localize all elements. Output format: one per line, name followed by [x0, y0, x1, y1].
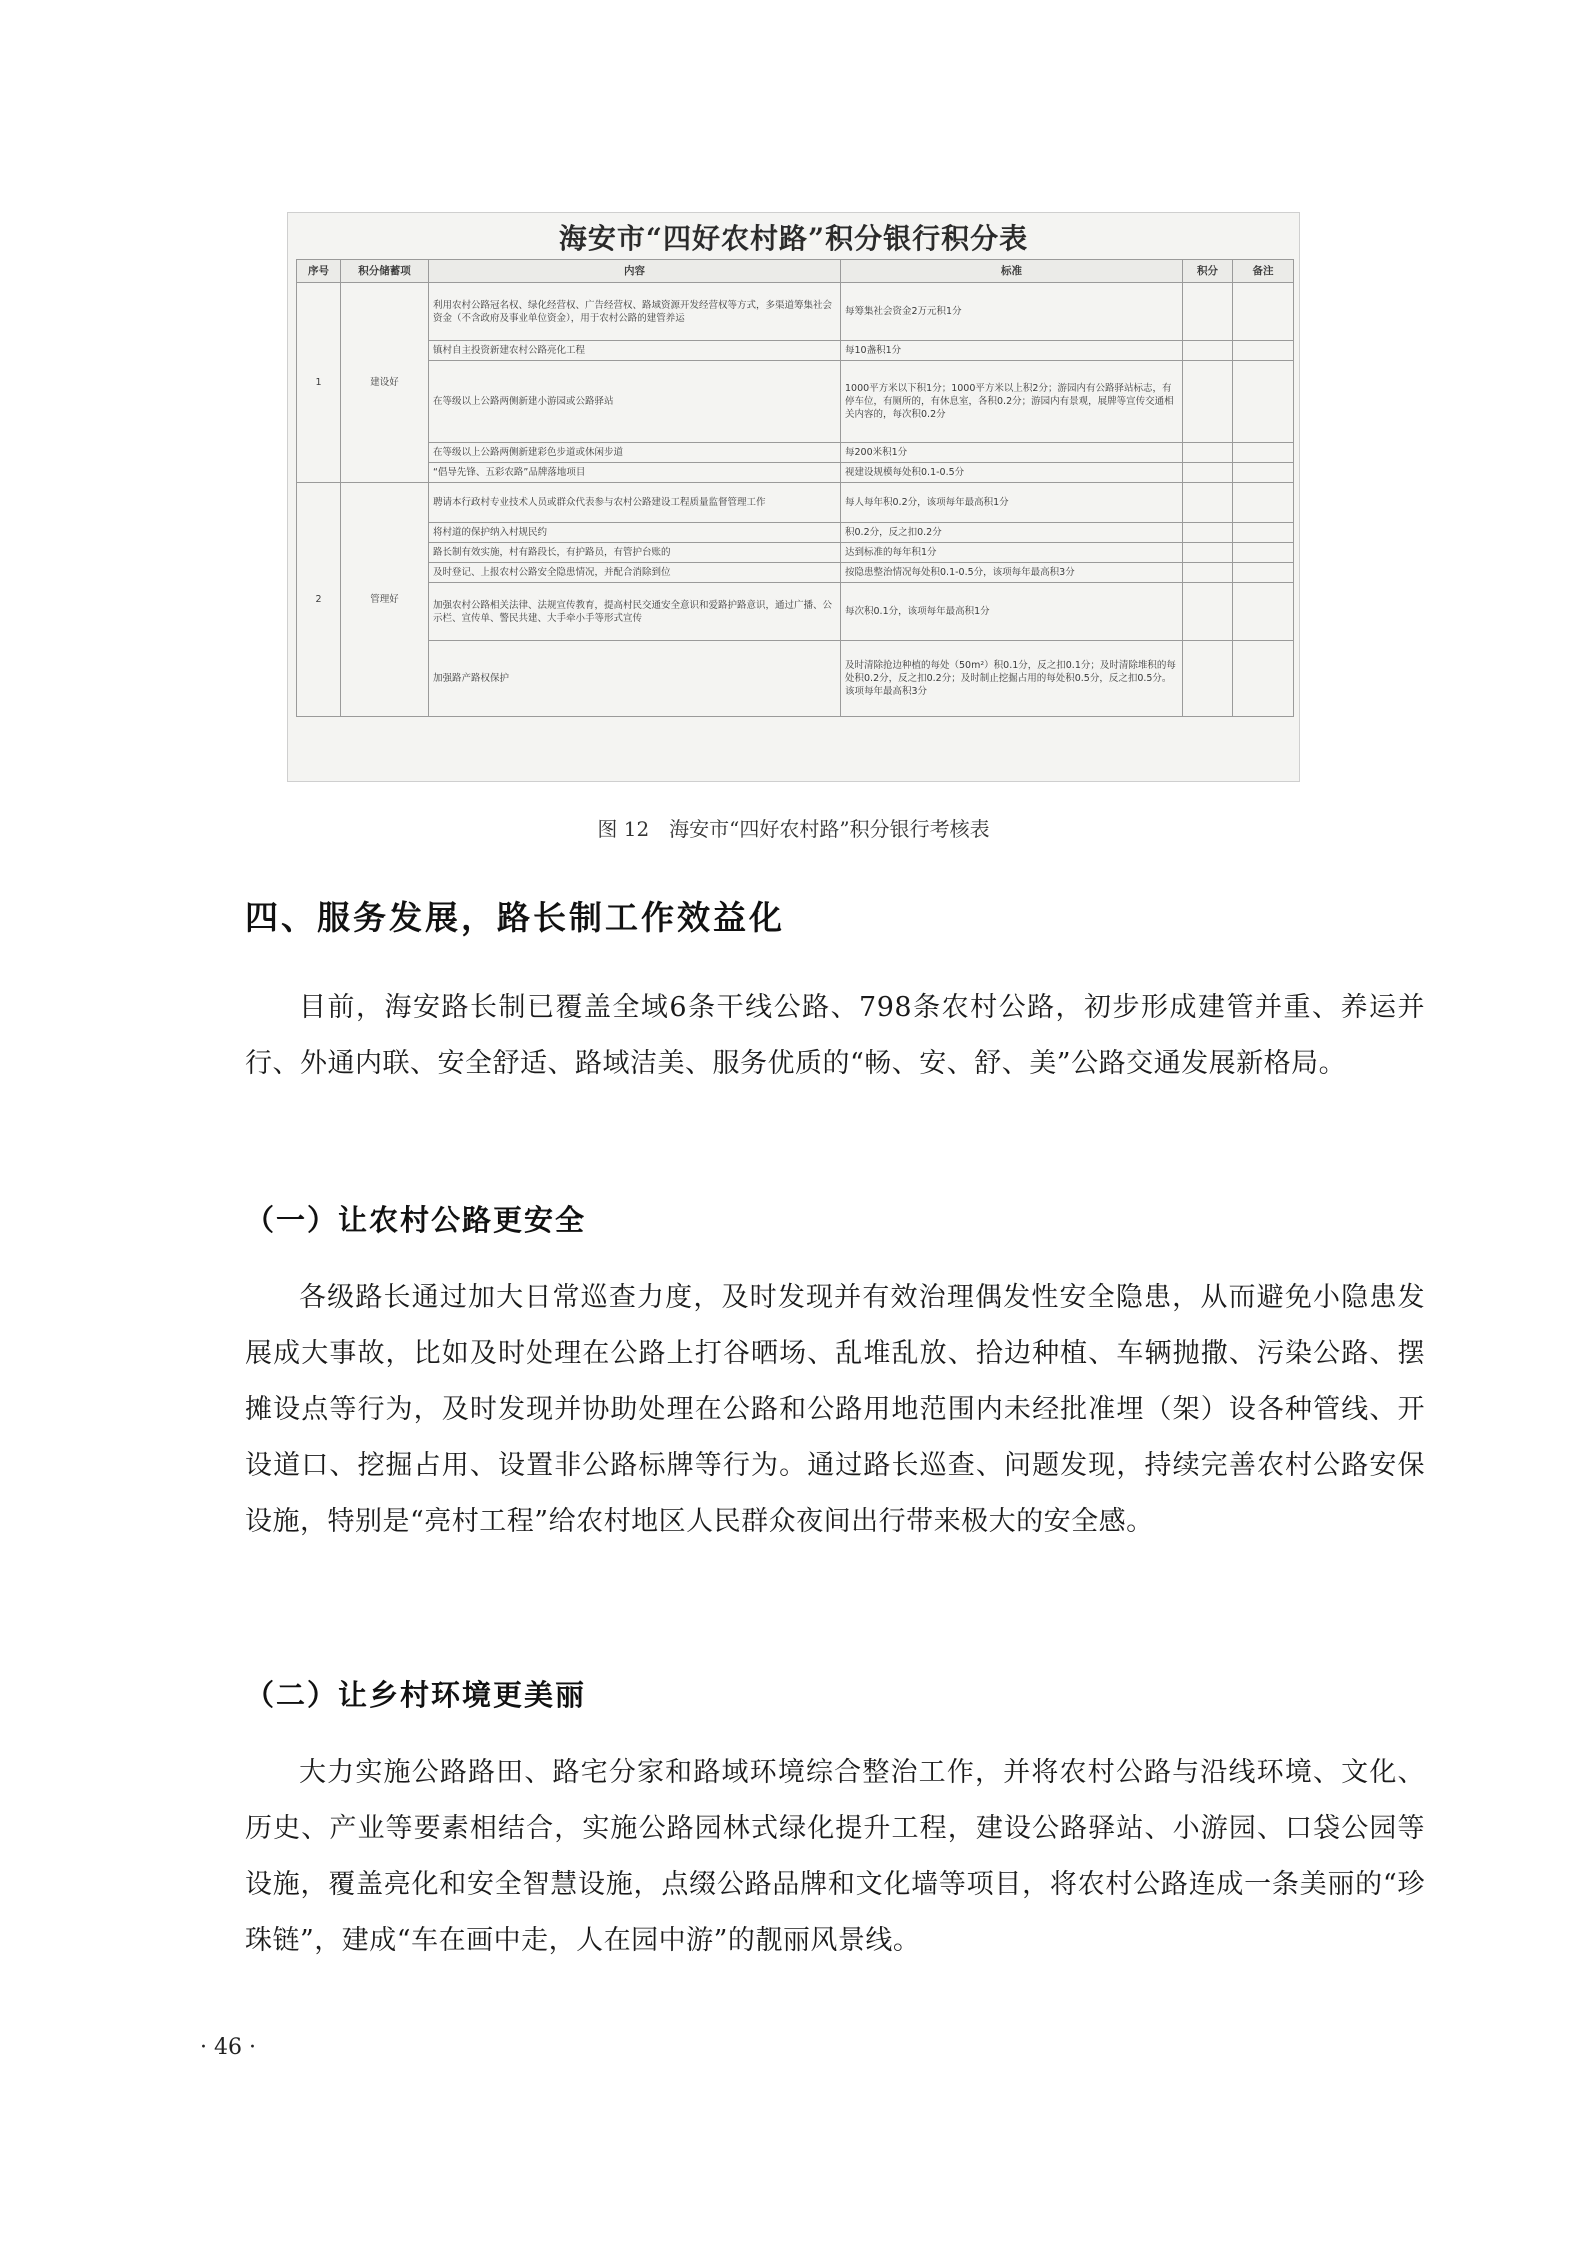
row-points: [1183, 443, 1233, 463]
row-standard: 每200米积1分: [841, 443, 1183, 463]
table-row: [297, 523, 1294, 543]
header-content: 内容: [429, 260, 841, 283]
row-points: [1183, 341, 1233, 361]
row-standard: 积0.2分，反之扣0.2分: [841, 523, 1183, 543]
row-content: 利用农村公路冠名权、绿化经营权、广告经营权、路域资源开发经营权等方式，多渠道筹集社会资金（不含政府及事业单位资金），用于农村公路的建管养运: [429, 283, 841, 341]
group-category: 建设好: [341, 283, 429, 483]
row-content: 在等级以上公路两侧新建彩色步道或休闲步道: [429, 443, 841, 463]
row-remarks: [1233, 543, 1294, 563]
score-table: [296, 259, 1294, 717]
subsection-title-2: （二）让乡村环境更美丽: [245, 1678, 587, 1712]
table-header-row: [297, 260, 1294, 283]
row-points: [1183, 523, 1233, 543]
row-remarks: [1233, 463, 1294, 483]
row-content: 加强农村公路相关法律、法规宣传教育，提高村民交通安全意识和爱路护路意识，通过广播、公示栏、宣传单、警民共建、大手牵小手等形式宣传: [429, 583, 841, 641]
row-remarks: [1233, 361, 1294, 443]
row-remarks: [1233, 443, 1294, 463]
row-standard: 视建设规模每处积0.1-0.5分: [841, 463, 1183, 483]
group-index: 1: [297, 283, 341, 483]
row-remarks: [1233, 483, 1294, 523]
subsection-paragraph-2: 大力实施公路路田、路宅分家和路域环境综合整治工作，并将农村公路与沿线环境、文化、历史、产业等要素相结合，实施公路园林式绿化提升工程，建设公路驿站、小游园、口袋公园等设施，覆盖亮化和安全智慧设施，点缀公路品牌和文化墙等项目，将农村公路连成一条美丽的“珍珠链”，建成“车在画中走，人在园中游”的靓丽风景线。: [245, 1757, 1425, 1956]
row-points: [1183, 283, 1233, 341]
row-content: 路长制有效实施，村有路段长，有护路员，有管护台账的: [429, 543, 841, 563]
group-category: 管理好: [341, 483, 429, 717]
row-points: [1183, 361, 1233, 443]
row-points: [1183, 563, 1233, 583]
row-points: [1183, 463, 1233, 483]
page-number: · 46 ·: [200, 2035, 256, 2060]
table-row: [297, 341, 1294, 361]
subsection-title-1: （一）让农村公路更安全: [245, 1203, 587, 1237]
row-standard: 按隐患整治情况每处积0.1-0.5分，该项每年最高积3分: [841, 563, 1183, 583]
row-remarks: [1233, 283, 1294, 341]
row-standard: 每10盏积1分: [841, 341, 1183, 361]
table-title: 海安市“四好农村路”积分银行积分表: [558, 222, 1029, 255]
table-row: [297, 361, 1294, 443]
subsection-paragraph-1: 各级路长通过加大日常巡查力度，及时发现并有效治理偶发性安全隐患，从而避免小隐患发展成大事故，比如及时处理在公路上打谷晒场、乱堆乱放、拾边种植、车辆抛撒、污染公路、摆摊设点等行为，及时发现并协助处理在公路和公路用地范围内未经批准埋（架）设各种管线、开设道口、挖掘占用、设置非公路标牌等行为。通过路长巡查、问题发现，持续完善农村公路安保设施，特别是“亮村工程”给农村地区人民群众夜间出行带来极大的安全感。: [245, 1282, 1425, 1537]
row-points: [1183, 483, 1233, 523]
row-content: 将村道的保护纳入村规民约: [429, 523, 841, 543]
figure-caption: 图 12 海安市“四好农村路”积分银行考核表: [597, 817, 990, 841]
intro-paragraph: 目前，海安路长制已覆盖全域6条干线公路、798条农村公路，初步形成建管并重、养运并行、外通内联、安全舒适、路域洁美、服务优质的“畅、安、舒、美”公路交通发展新格局。: [245, 992, 1425, 1079]
table-row: [297, 283, 1294, 341]
header-remarks: 备注: [1233, 260, 1294, 283]
row-standard: 每筹集社会资金2万元积1分: [841, 283, 1183, 341]
row-standard: 每次积0.1分，该项每年最高积1分: [841, 583, 1183, 641]
row-standard: 1000平方米以下积1分；1000平方米以上积2分；游园内有公路驿站标志，有停车位，有厕所的，有休息室，各积0.2分；游园内有景观，展牌等宣传交通相关内容的，每次积0.2分: [841, 361, 1183, 443]
table-row: [297, 563, 1294, 583]
row-content: 镇村自主投资新建农村公路亮化工程: [429, 341, 841, 361]
table-row: [297, 583, 1294, 641]
header-category: 积分储蓄项: [341, 260, 429, 283]
row-standard: 每人每年积0.2分，该项每年最高积1分: [841, 483, 1183, 523]
header-index: 序号: [297, 260, 341, 283]
row-remarks: [1233, 563, 1294, 583]
row-points: [1183, 641, 1233, 717]
row-remarks: [1233, 583, 1294, 641]
group-index: 2: [297, 483, 341, 717]
header-points: 积分: [1183, 260, 1233, 283]
table-row: [297, 483, 1294, 523]
row-standard: 及时清除抢边种植的每处（50m²）积0.1分，反之扣0.1分；及时清除堆积的每处积0.2分，反之扣0.2分；及时制止挖掘占用的每处积0.5分，反之扣0.5分。该项每年最高积3分: [841, 641, 1183, 717]
row-content: 聘请本行政村专业技术人员或群众代表参与农村公路建设工程质量监督管理工作: [429, 483, 841, 523]
score-table-figure: [287, 212, 1300, 782]
row-points: [1183, 583, 1233, 641]
row-content: 及时登记、上报农村公路安全隐患情况，并配合消除到位: [429, 563, 841, 583]
table-row: [297, 543, 1294, 563]
section-title: 四、服务发展，路长制工作效益化: [245, 898, 785, 937]
row-content: “倡导先锋、五彩农路”品牌落地项目: [429, 463, 841, 483]
row-content: 加强路产路权保护: [429, 641, 841, 717]
row-standard: 达到标准的每年积1分: [841, 543, 1183, 563]
table-row: [297, 443, 1294, 463]
row-content: 在等级以上公路两侧新建小游园或公路驿站: [429, 361, 841, 443]
header-standard: 标准: [841, 260, 1183, 283]
row-remarks: [1233, 341, 1294, 361]
row-points: [1183, 543, 1233, 563]
row-remarks: [1233, 641, 1294, 717]
table-row: [297, 463, 1294, 483]
table-row: [297, 641, 1294, 717]
row-remarks: [1233, 523, 1294, 543]
